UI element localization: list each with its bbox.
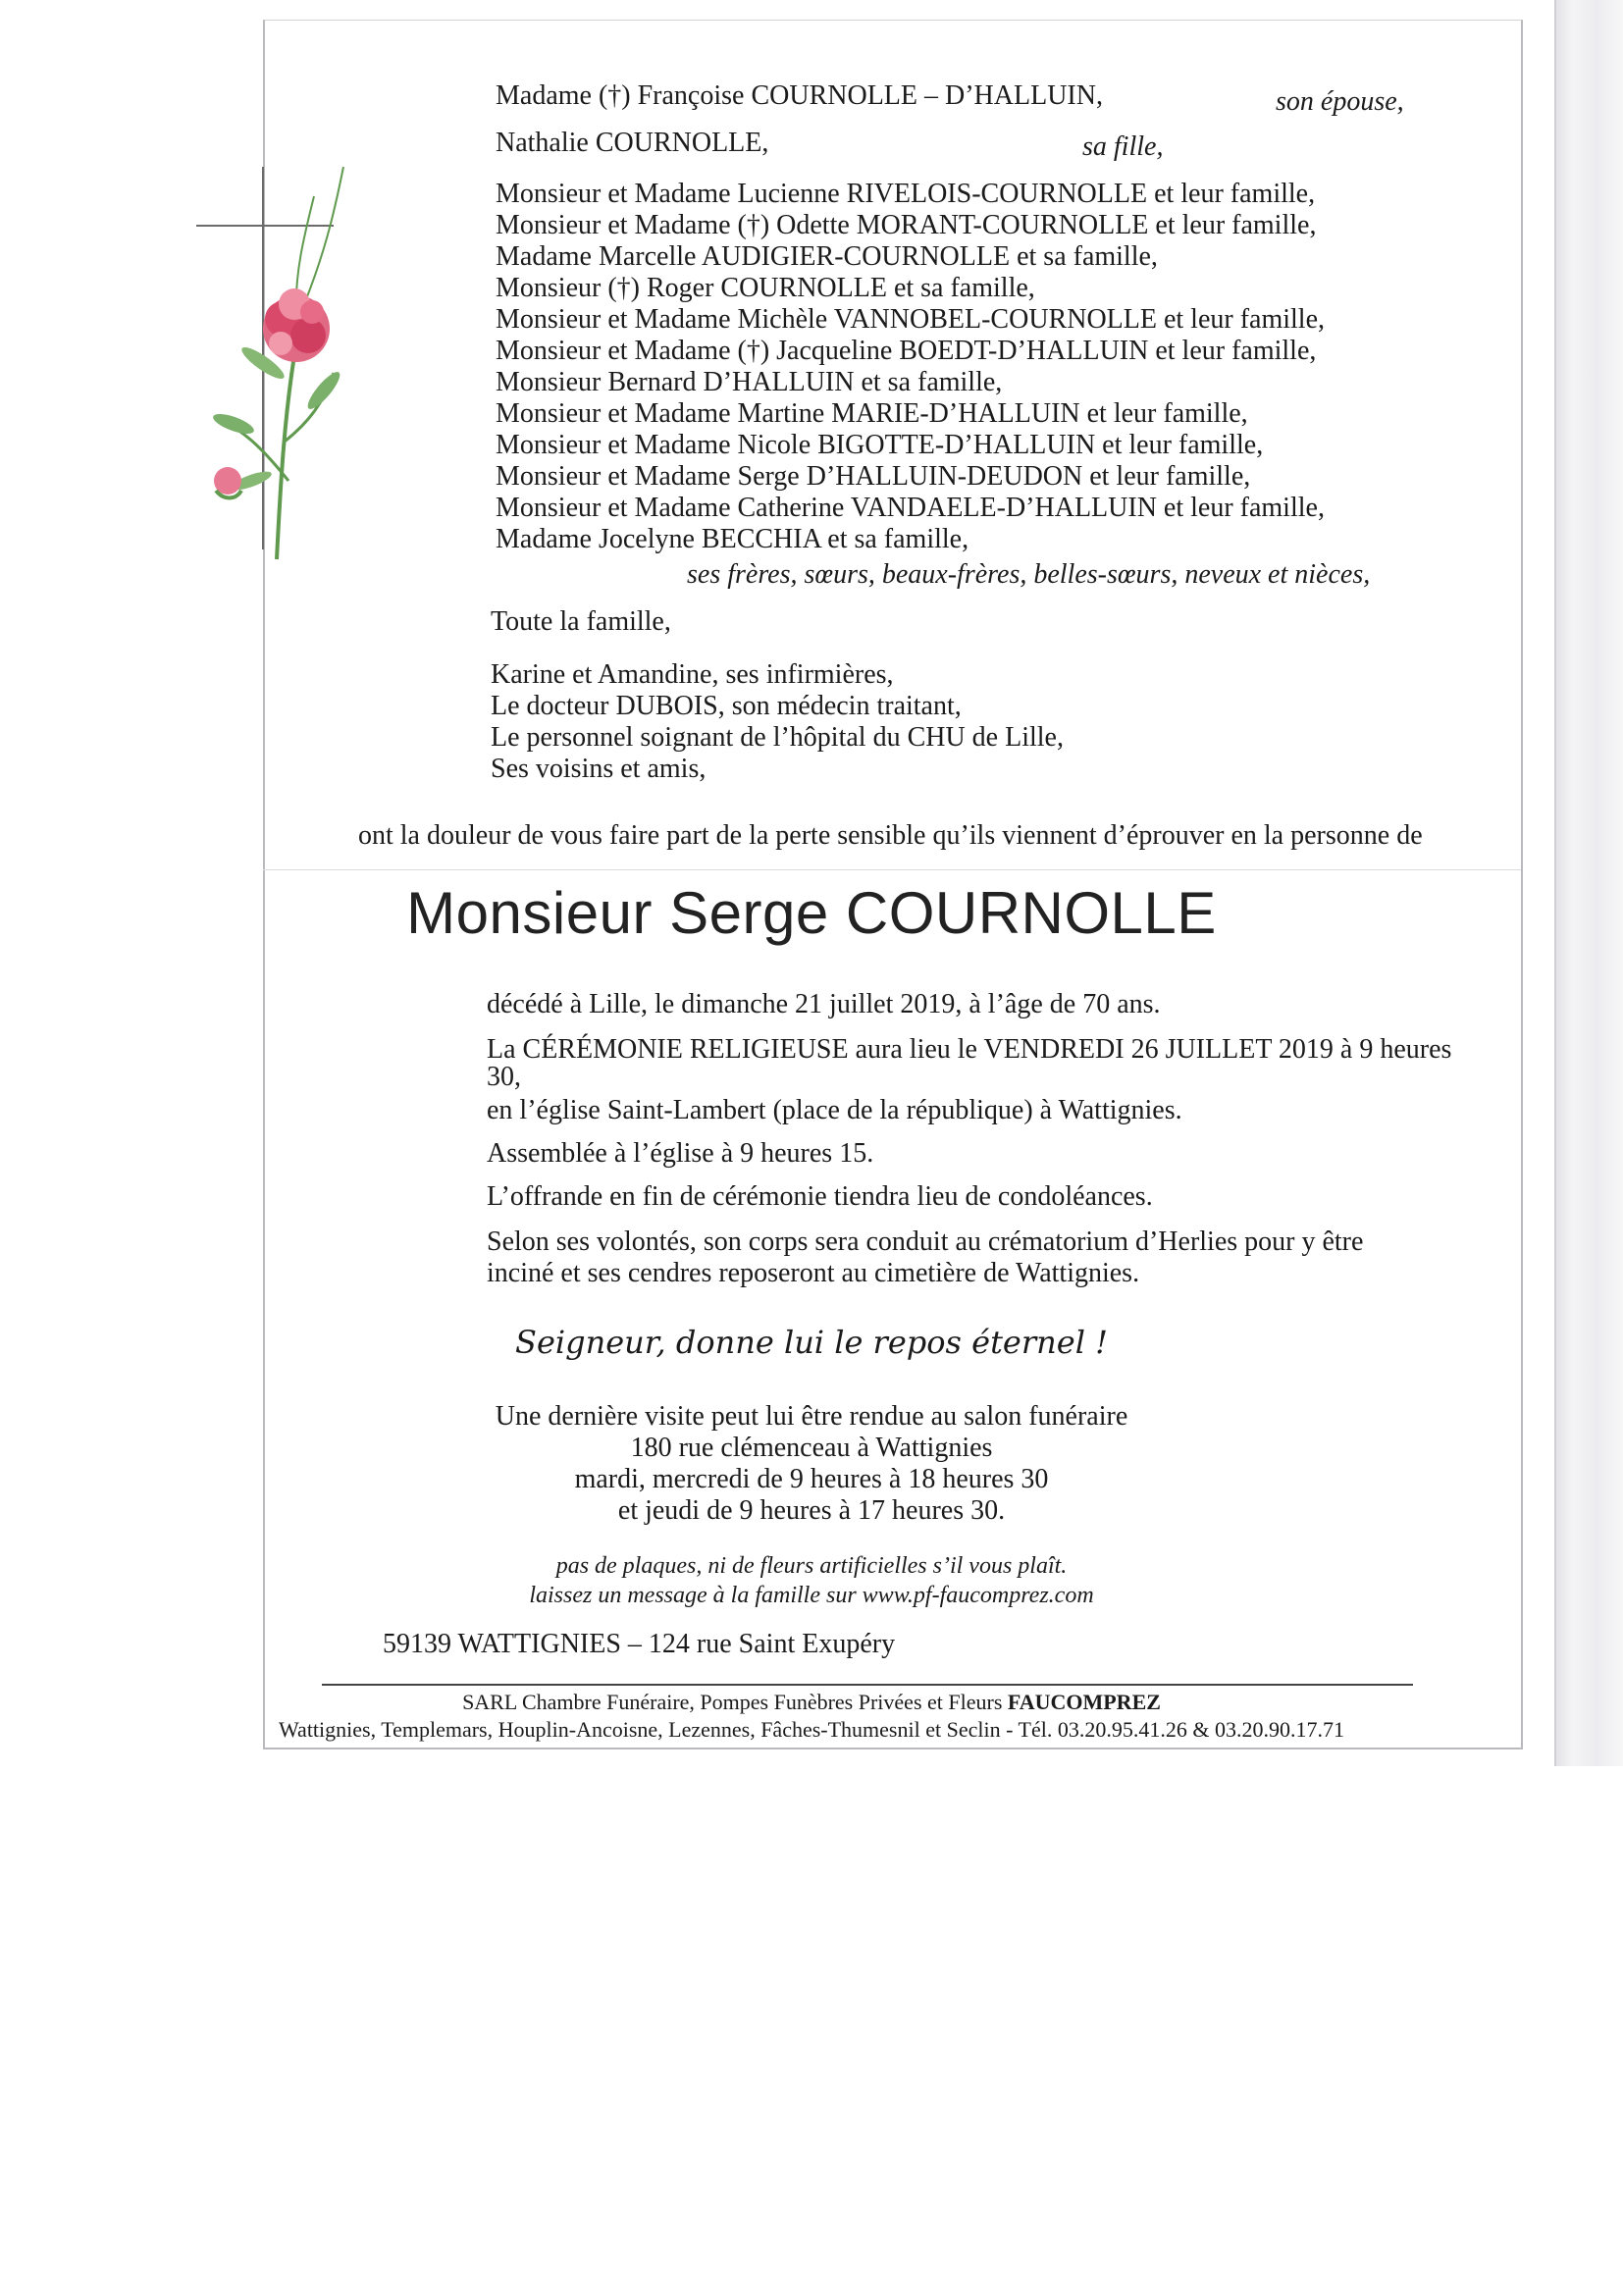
relative-line: Monsieur et Madame Catherine VANDAELE-D’HALLUIN et leur famille, <box>496 493 1325 523</box>
caregiver-line: Ses voisins et amis, <box>491 754 707 784</box>
daughter-role: sa fille, <box>1082 131 1164 162</box>
spouse-name: Madame (†) Françoise COURNOLLE – D’HALLUIN, <box>496 80 1103 111</box>
relatives-role: ses frères, sœurs, beaux-frères, belles-sœurs, neveux et nièces, <box>687 559 1371 590</box>
relative-line: Monsieur et Madame Lucienne RIVELOIS-COURNOLLE et leur famille, <box>496 179 1316 209</box>
relative-line: Monsieur et Madame (†) Jacqueline BOEDT-D’HALLUIN et leur famille, <box>496 336 1317 366</box>
relative-line: Monsieur et Madame Martine MARIE-D’HALLUIN et leur famille, <box>496 398 1248 429</box>
visit-hours: mardi, mercredi de 9 heures à 18 heures 30 <box>574 1464 1049 1494</box>
footer-rule <box>322 1684 1413 1686</box>
visit-hours: et jeudi de 9 heures à 17 heures 30. <box>617 1495 1006 1526</box>
funeral-home-prefix: SARL Chambre Funéraire, Pompes Funèbres Privées et Fleurs <box>462 1690 1003 1714</box>
daughter-name: Nathalie COURNOLLE, <box>496 128 769 158</box>
fold-line <box>263 869 1521 870</box>
relative-line: Madame Jocelyne BECCHIA et sa famille, <box>496 524 969 554</box>
prayer: Seigneur, donne lui le repos éternel ! <box>515 1324 1108 1361</box>
assembly-time: Assemblée à l’église à 9 heures 15. <box>487 1138 874 1169</box>
all-family: Toute la famille, <box>491 606 671 637</box>
relative-line: Madame Marcelle AUDIGIER-COURNOLLE et sa famille, <box>496 241 1158 272</box>
visit-line: Une dernière visite peut lui être rendue au salon funéraire <box>495 1401 1128 1432</box>
family-address: 59139 WATTIGNIES – 124 rue Saint Exupéry <box>383 1629 896 1659</box>
funeral-home-name <box>0 1690 1623 1715</box>
relative-line: Monsieur (†) Roger COURNOLLE et sa famille, <box>496 273 1035 303</box>
caregiver-line: Le docteur DUBOIS, son médecin traitant, <box>491 691 962 721</box>
cross-flower-icon <box>186 157 373 569</box>
spouse-role: son épouse, <box>1276 86 1404 117</box>
visit-address: 180 rue clémenceau à Wattignies <box>630 1433 993 1463</box>
cremation-line: Selon ses volontés, son corps sera conduit au crématorium d’Herlies pour y être <box>487 1226 1364 1257</box>
caregiver-line: Karine et Amandine, ses infirmières, <box>491 659 894 690</box>
relative-line: Monsieur et Madame Michèle VANNOBEL-COURNOLLE et leur famille, <box>496 304 1326 335</box>
ceremony-line: 30, <box>487 1062 521 1092</box>
deceased-name: Monsieur Serge COURNOLLE <box>406 880 1217 946</box>
relative-line: Monsieur Bernard D’HALLUIN et sa famille, <box>496 367 1003 397</box>
message-note: laissez un message à la famille sur www.pf-faucomprez.com <box>529 1583 1094 1608</box>
announcement: ont la douleur de vous faire part de la perte sensible qu’ils viennent d’éprouver en la personne de <box>358 820 1423 851</box>
cremation-line: inciné et ses cendres reposeront au cimetière de Wattignies. <box>487 1258 1140 1288</box>
caregiver-line: Le personnel soignant de l’hôpital du CHU de Lille, <box>491 722 1064 753</box>
relative-line: Monsieur et Madame Serge D’HALLUIN-DEUDON et leur famille, <box>496 461 1251 492</box>
death-notice: décédé à Lille, le dimanche 21 juillet 2019, à l’âge de 70 ans. <box>487 989 1161 1019</box>
relative-line: Monsieur et Madame (†) Odette MORANT-COURNOLLE et leur famille, <box>496 210 1317 240</box>
ceremony-line: La CÉRÉMONIE RELIGIEUSE aura lieu le VENDREDI 26 JUILLET 2019 à 9 heures <box>487 1034 1452 1065</box>
funeral-home-brand: FAUCOMPREZ <box>1007 1690 1161 1714</box>
relative-line: Monsieur et Madame Nicole BIGOTTE-D’HALLUIN et leur famille, <box>496 430 1264 460</box>
funeral-home-contact: Wattignies, Templemars, Houplin-Ancoisne, Lezennes, Fâches-Thumesnil et Seclin - Tél. 03.20.95.41.26 & 03.20.90.17.71 <box>279 1717 1344 1742</box>
offering-note: L’offrande en fin de cérémonie tiendra lieu de condoléances. <box>487 1181 1153 1212</box>
flowers-note: pas de plaques, ni de fleurs artificielles s’il vous plaît. <box>555 1553 1068 1579</box>
church-location: en l’église Saint-Lambert (place de la république) à Wattignies. <box>487 1095 1182 1125</box>
